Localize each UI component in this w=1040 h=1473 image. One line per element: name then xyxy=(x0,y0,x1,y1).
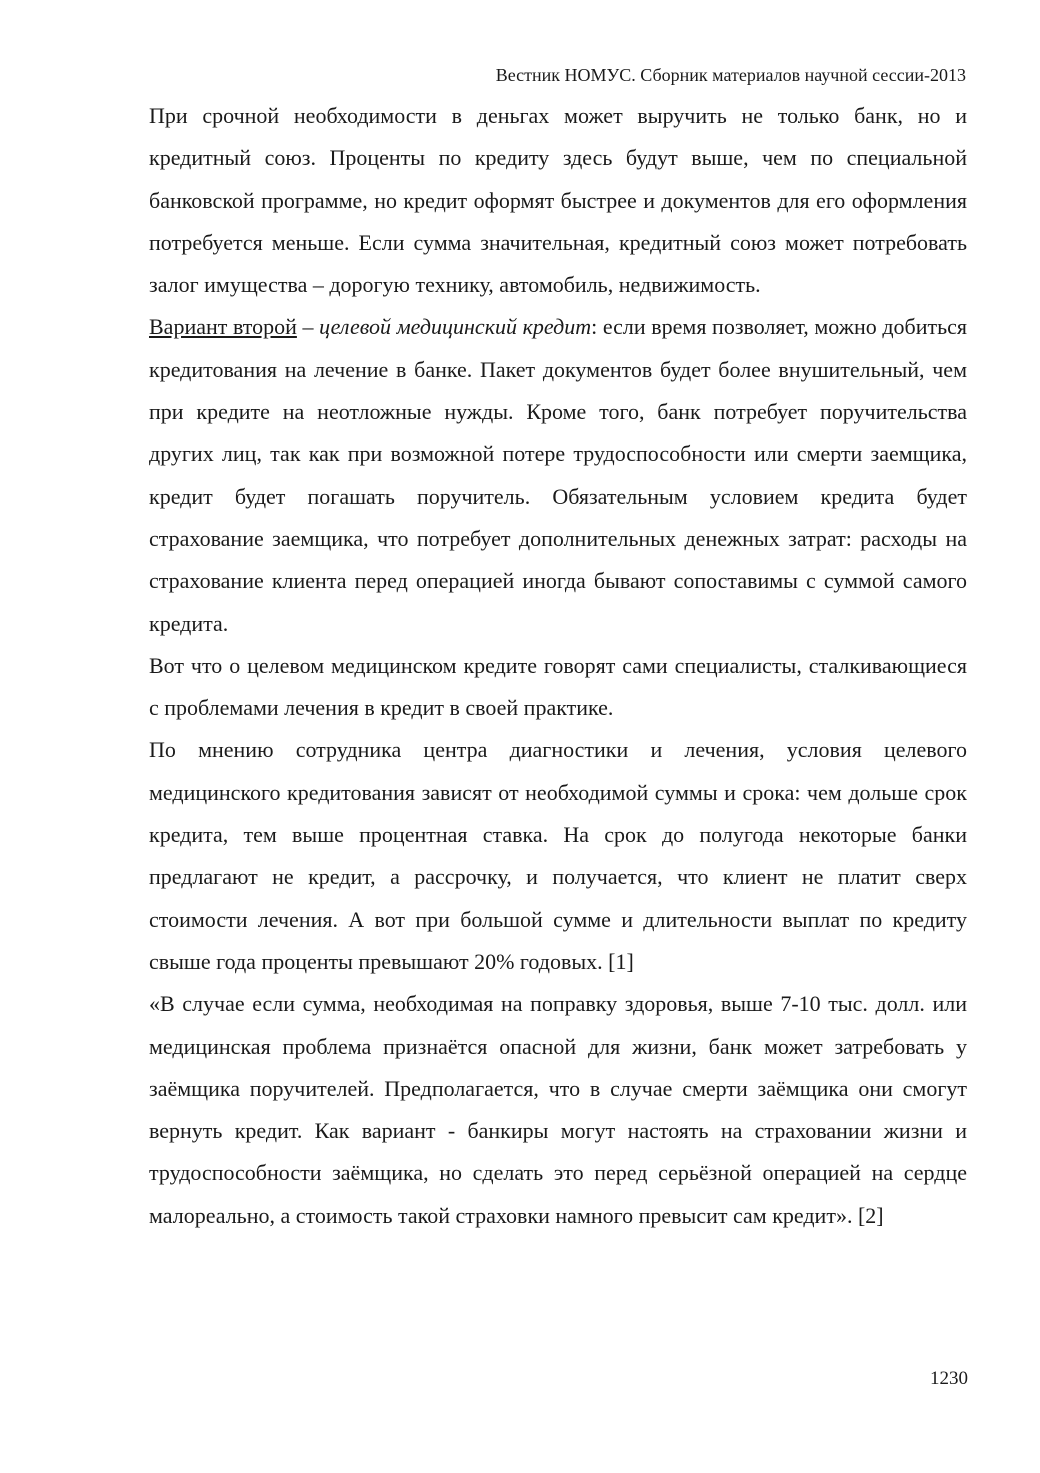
body-text xyxy=(149,95,967,1237)
paragraph-text: Вот что о целевом медицинском кредите говорят сами специалисты, сталкивающиеся с проблемами лечения в кредит в своей практике. xyxy=(149,652,967,721)
paragraph-quote xyxy=(149,983,967,1237)
paragraph-credit-union xyxy=(149,95,967,306)
paragraph-clinic-opinion xyxy=(149,729,967,983)
dash-separator: – xyxy=(296,314,320,340)
paragraph-text: При срочной необходимости в деньгах может выручить не только банк, но и кредитный союз. Проценты по кредиту здесь будут выше, чем по специальной банковской программе, но кредит оформят быстрее и документов для его оформления потребуется меньше. Если сумма значительная, кредитный союз может потребовать залог имущества – дорогую технику, автомобиль, недвижимость. xyxy=(149,103,967,298)
paragraph-specialists xyxy=(149,645,967,730)
paragraph-variant-two xyxy=(149,306,967,644)
paragraph-text: По мнению сотрудника центра диагностики и лечения, условия целевого медицинского кредитования зависят от необходимой суммы и срока: чем дольше срок кредита, тем выше процентная ставка. На срок до полугода некоторые банки предлагают не кредит, а рассрочку, и получается, что клиент не платит сверх стоимости лечения. А вот при большой сумме и длительности выплат по кредиту свыше года проценты превышают 20% годовых. [1] xyxy=(149,737,967,974)
paragraph-text: : если время позволяет, можно добиться кредитования на лечение в банке. Пакет документов будет более внушительный, чем при кредите на неотложные нужды. Кроме того, банк потребует поручительства других лиц, так как при возможной потере трудоспособности или смерти заемщика, кредит будет погашать поручитель. Обязательным условием кредита будет страхование заемщика, что потребует дополнительных денежных затрат: расходы на страхование клиента перед операцией иногда бывают сопоставимы с суммой самого кредита. xyxy=(149,314,968,636)
variant-heading: Вариант второй xyxy=(149,314,297,340)
paragraph-text: «В случае если сумма, необходимая на поправку здоровья, выше 7-10 тыс. долл. или медицинская проблема признаётся опасной для жизни, банк может затребовать у заёмщика поручителей. Предполагается, что в случае смерти заёмщика они смогут вернуть кредит. Как вариант - банкиры могут настоять на страховании жизни и трудоспособности заёмщика, но сделать это перед серьёзной операцией на сердце малореально, а стоимость такой страховки намного превысит сам кредит». [2] xyxy=(149,991,967,1228)
variant-term: целевой медицинский кредит xyxy=(319,314,592,340)
running-header: Вестник НОМУС. Сборник материалов научной сессии-2013 xyxy=(495,65,966,85)
page-number: 1230 xyxy=(930,1368,968,1389)
